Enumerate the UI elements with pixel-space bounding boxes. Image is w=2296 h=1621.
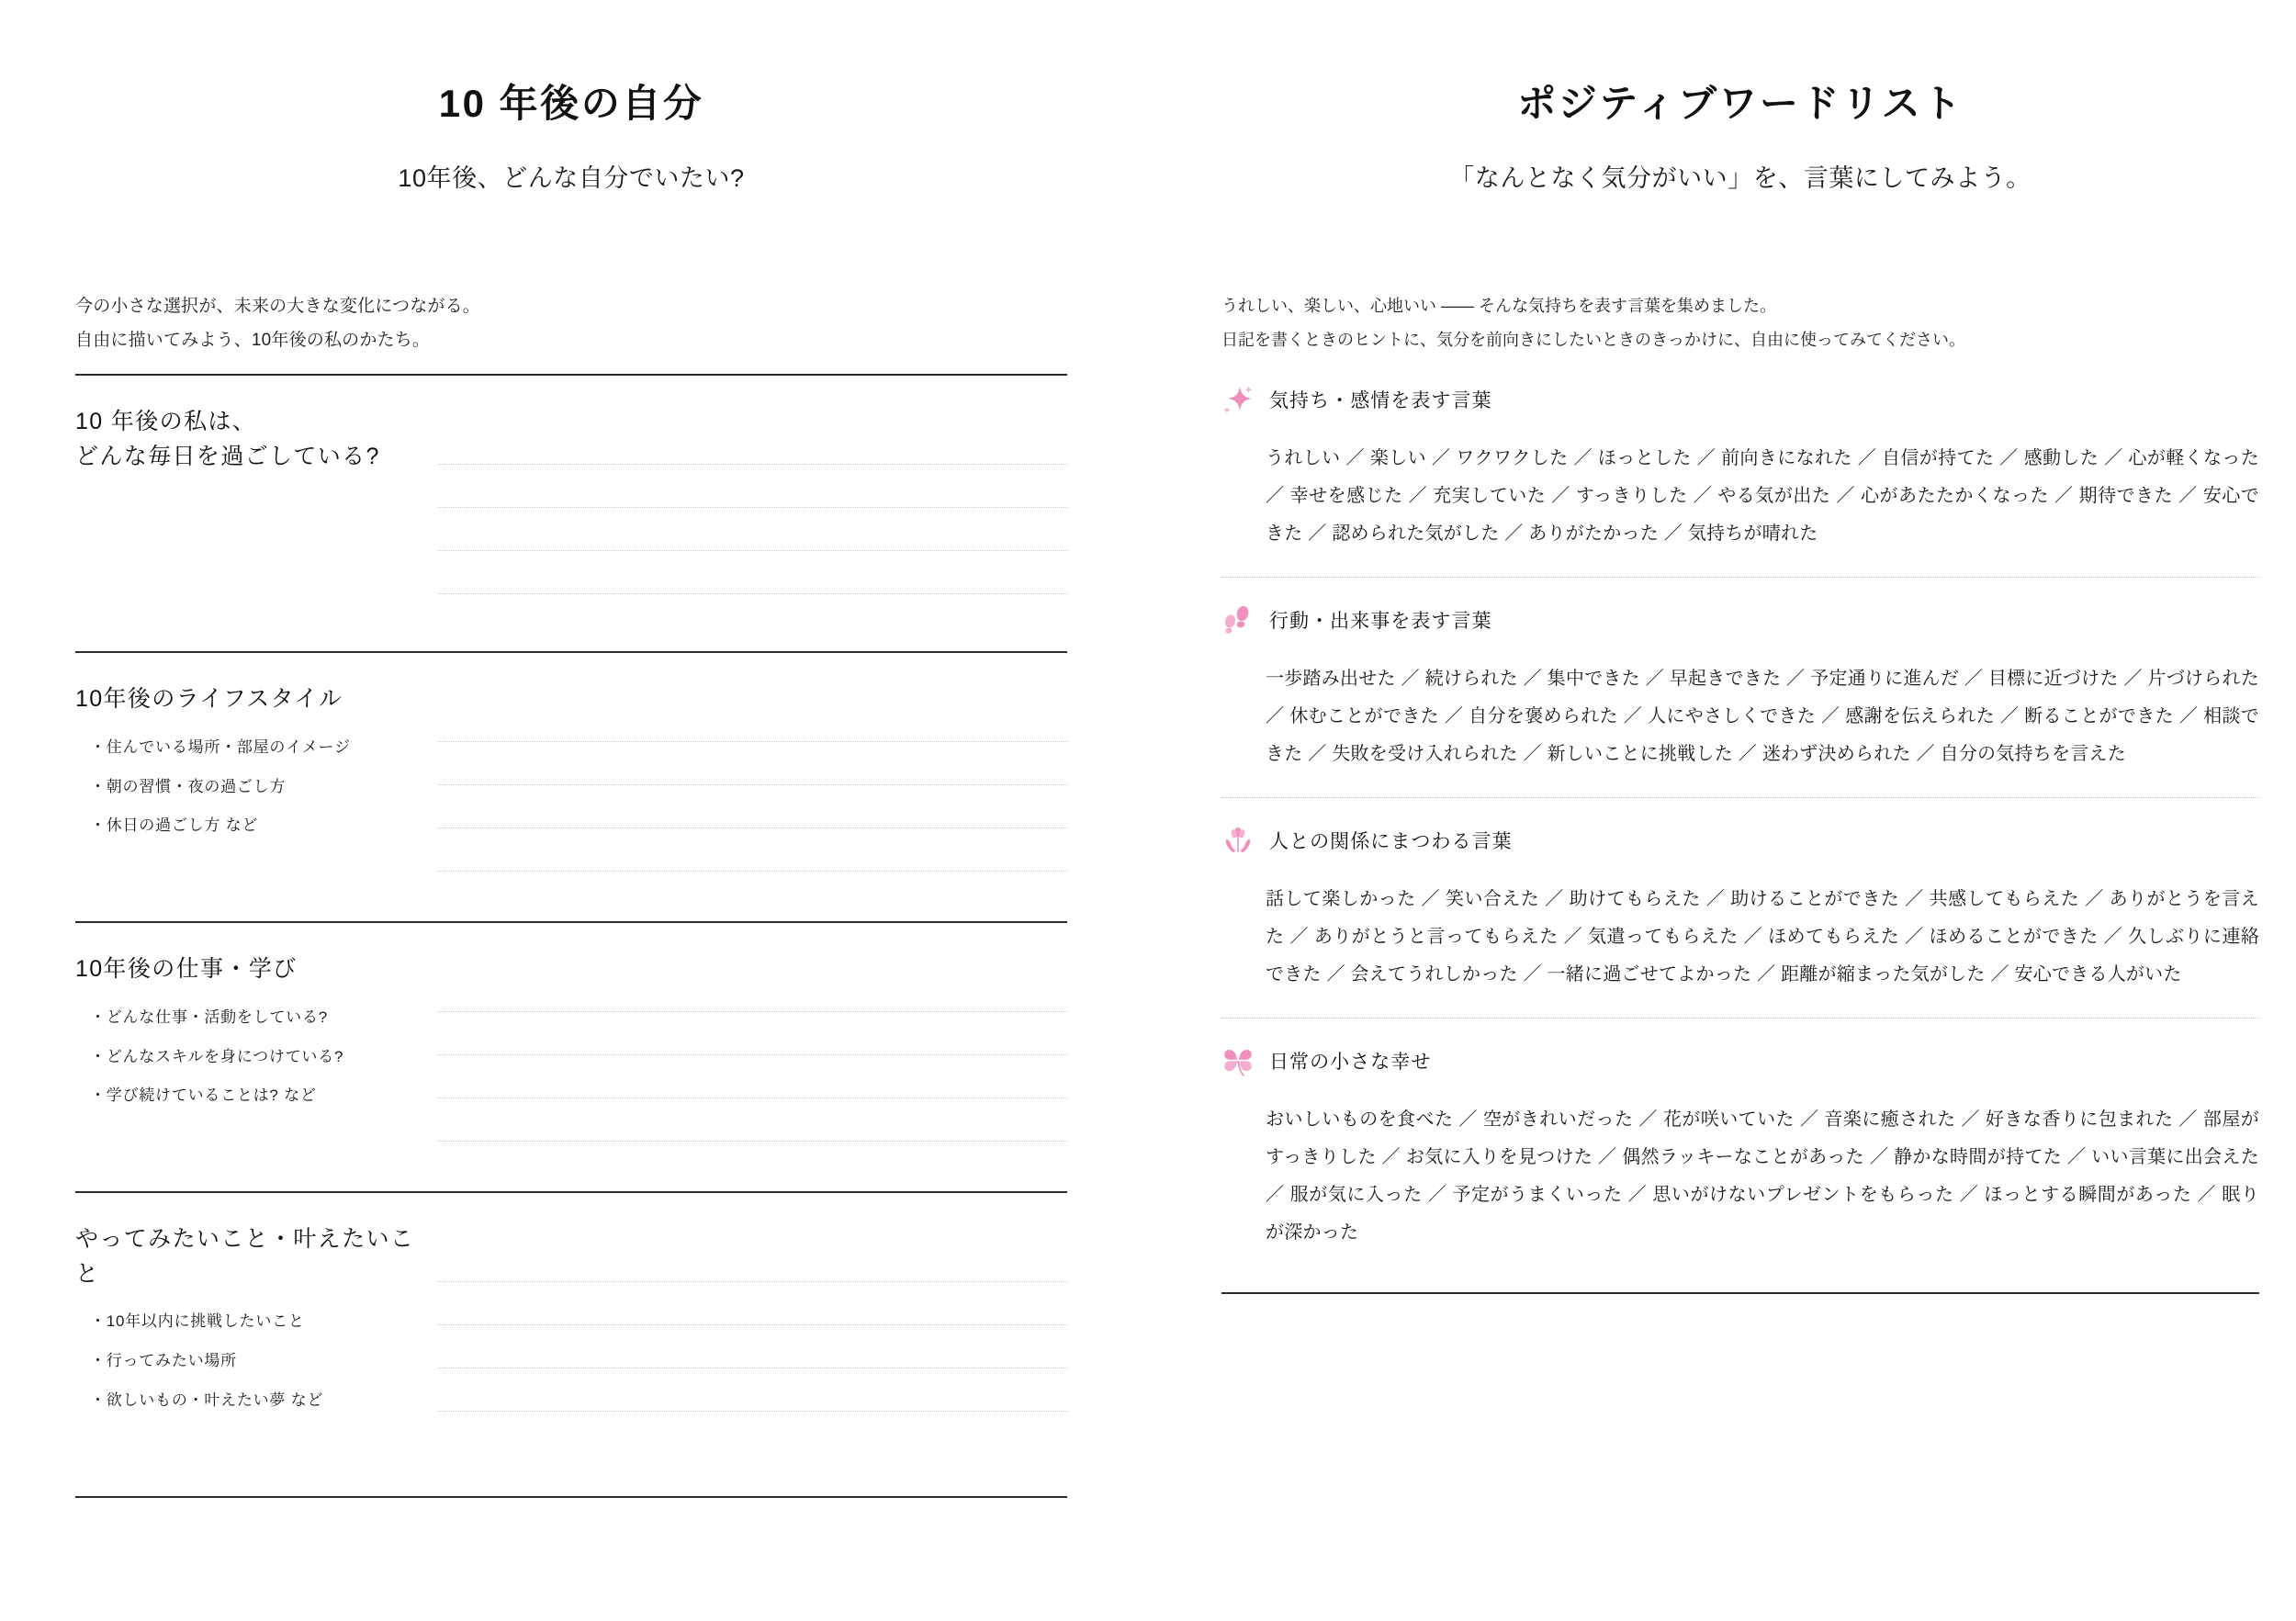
category-header (1221, 603, 2259, 636)
section-writing-area[interactable] (438, 398, 1067, 594)
clover-icon (1221, 1044, 1255, 1077)
page-title-left: 10 年後の自分 (438, 82, 704, 125)
bullet-item: ・どんな仕事・活動をしている? (90, 1007, 328, 1026)
section-label-group (75, 675, 438, 855)
bottom-rule (1221, 1292, 2259, 1294)
section-label-group (75, 945, 438, 1125)
page-subtitle-right: 「なんとなく気分がいい」を、言葉にしてみよう。 (1449, 164, 2032, 192)
footprints-icon (1221, 603, 1255, 636)
right-intro-line-1: うれしい、楽しい、心地いい —— そんな気持ちを表す言葉を集めました。 (1221, 297, 1776, 315)
category-title: 気持ち・感情を表す言葉 (1269, 389, 1492, 411)
category-word-list: うれしい ／ 楽しい ／ ワクワクした ／ ほっとした ／ 前向きになれた ／ 自信が持てた ／ 感動した ／ 心が軽くなった ／ 幸せを感じた ／ 充実していた ／ すっきりした ／ やる気が出た ／ 心があたたかくなった ／ 期待できた ／ 安心できた ／ 認められた気がした ／ ありがたかった ／ 気持ちが晴れた (1266, 447, 2259, 544)
bullet-item: ・10年以内に挑戦したいこと (90, 1312, 305, 1331)
write-line[interactable] (438, 828, 1067, 872)
write-line[interactable] (438, 1282, 1067, 1325)
bullet-item: ・学び続けていることは? など (90, 1086, 317, 1105)
category-relationships (1221, 824, 2259, 1019)
category-title: 日常の小さな幸せ (1269, 1051, 1432, 1073)
category-separator (1221, 797, 2259, 798)
bullet-item: ・朝の習慣・夜の過ごし方 (90, 777, 287, 795)
write-line[interactable] (438, 1012, 1067, 1055)
section-bullets (75, 737, 438, 838)
bullet-item: ・行ってみたい場所 (90, 1352, 237, 1370)
category-word-list: 話して楽しかった ／ 笑い合えた ／ 助けてもらえた ／ 助けることができた ／ 共感してもらえた ／ ありがとうを言えた ／ ありがとうと言ってもらえた ／ 気遣ってもらえた ／ ほめてもらえた ／ ほめることができた ／ 久しぶりに連絡できた ／ 会えてうれしかった ／ 一緒に過ごせてよかった ／ 距離が縮まった気がした ／ 安心できる人がいた (1266, 888, 2259, 985)
write-line[interactable] (438, 969, 1067, 1012)
category-header (1221, 824, 2259, 857)
section-daily-life (75, 376, 1067, 635)
write-line[interactable] (438, 465, 1067, 508)
category-header (1221, 1044, 2259, 1077)
bullet-item: ・どんなスキルを身につけている? (90, 1047, 344, 1065)
right-page (1148, 0, 2296, 1621)
category-header (1221, 383, 2259, 416)
right-intro-line-2: 日記を書くときのヒントに、気分を前向きにしたいときのきっかけに、自由に使ってみてください。 (1221, 330, 1965, 349)
left-intro-line-2: 自由に描いてみよう、10年後の私のかたち。 (75, 331, 431, 351)
section-heading-line-2: どんな毎日を過ごしている? (75, 443, 380, 469)
section-bullets (75, 1311, 438, 1412)
write-line[interactable] (438, 742, 1067, 785)
write-line[interactable] (438, 1239, 1067, 1282)
section-heading-line-1: 10 年後の私は、 (75, 409, 257, 435)
section-heading-line-1: やってみたいこと・叶えたいこと (75, 1226, 415, 1287)
category-title: 行動・出来事を表す言葉 (1269, 610, 1492, 632)
section-heading-line-1: 10年後のライフスタイル (75, 686, 343, 713)
category-separator (1221, 1018, 2259, 1019)
tulip-hands-icon (1221, 824, 1255, 857)
write-line[interactable] (438, 699, 1067, 742)
category-daily-happiness (1221, 1044, 2259, 1252)
write-line[interactable] (438, 1098, 1067, 1142)
section-wishes (75, 1193, 1067, 1470)
section-heading-line-1: 10年後の仕事・学び (75, 956, 298, 983)
right-intro (1221, 289, 2259, 357)
section-writing-area[interactable] (438, 945, 1067, 1142)
category-word-list: おいしいものを食べた ／ 空がきれいだった ／ 花が咲いていた ／ 音楽に癒された ／ 好きな香りに包まれた ／ 部屋がすっきりした ／ お気に入りを見つけた ／ 偶然ラッキーなことがあった ／ 静かな時間が持てた ／ いい言葉に出会えた ／ 服が気に入った ／ 予定がうまくいった ／ 思いがけないプレゼントをもらった ／ ほっとする瞬間があった ／ 眠りが深かった (1266, 1109, 2259, 1243)
section-label-group (75, 398, 438, 474)
sparkle-icon (1221, 383, 1255, 416)
section-label-group (75, 1215, 438, 1430)
write-line[interactable] (438, 508, 1067, 551)
bullet-item: ・休日の過ごし方 など (90, 816, 259, 835)
section-writing-area[interactable] (438, 675, 1067, 872)
write-line[interactable] (438, 1055, 1067, 1098)
bullet-item: ・欲しいもの・叶えたい夢 など (90, 1390, 324, 1409)
category-actions (1221, 603, 2259, 798)
page-subtitle-left: 10年後、どんな自分でいたい? (398, 164, 745, 192)
section-work-learning (75, 923, 1067, 1175)
category-title: 人との関係にまつわる言葉 (1269, 830, 1513, 852)
category-separator (1221, 577, 2259, 578)
bullet-item: ・住んでいる場所・部屋のイメージ (90, 737, 351, 756)
bottom-rule (75, 1496, 1067, 1498)
category-feelings (1221, 383, 2259, 578)
write-line[interactable] (438, 422, 1067, 465)
write-line[interactable] (438, 785, 1067, 828)
section-writing-area[interactable] (438, 1215, 1067, 1412)
left-intro-line-1: 今の小さな選択が、未来の大きな変化につながる。 (75, 297, 480, 316)
left-intro (75, 289, 1067, 357)
category-word-list: 一歩踏み出せた ／ 続けられた ／ 集中できた ／ 早起きできた ／ 予定通りに進んだ ／ 目標に近づけた ／ 片づけられた ／ 休むことができた ／ 自分を褒められた ／ 人にやさしくできた ／ 感謝を伝えられた ／ 断ることができた ／ 相談できた ／ 失敗を受け入れられた ／ 新しいことに挑戦した ／ 迷わず決められた ／ 自分の気持ちを言えた (1266, 668, 2259, 764)
page-title-right: ポジティブワードリスト (1517, 82, 1964, 125)
section-bullets (75, 1007, 438, 1108)
section-lifestyle (75, 653, 1067, 905)
write-line[interactable] (438, 1325, 1067, 1368)
write-line[interactable] (438, 1368, 1067, 1412)
write-line[interactable] (438, 551, 1067, 594)
